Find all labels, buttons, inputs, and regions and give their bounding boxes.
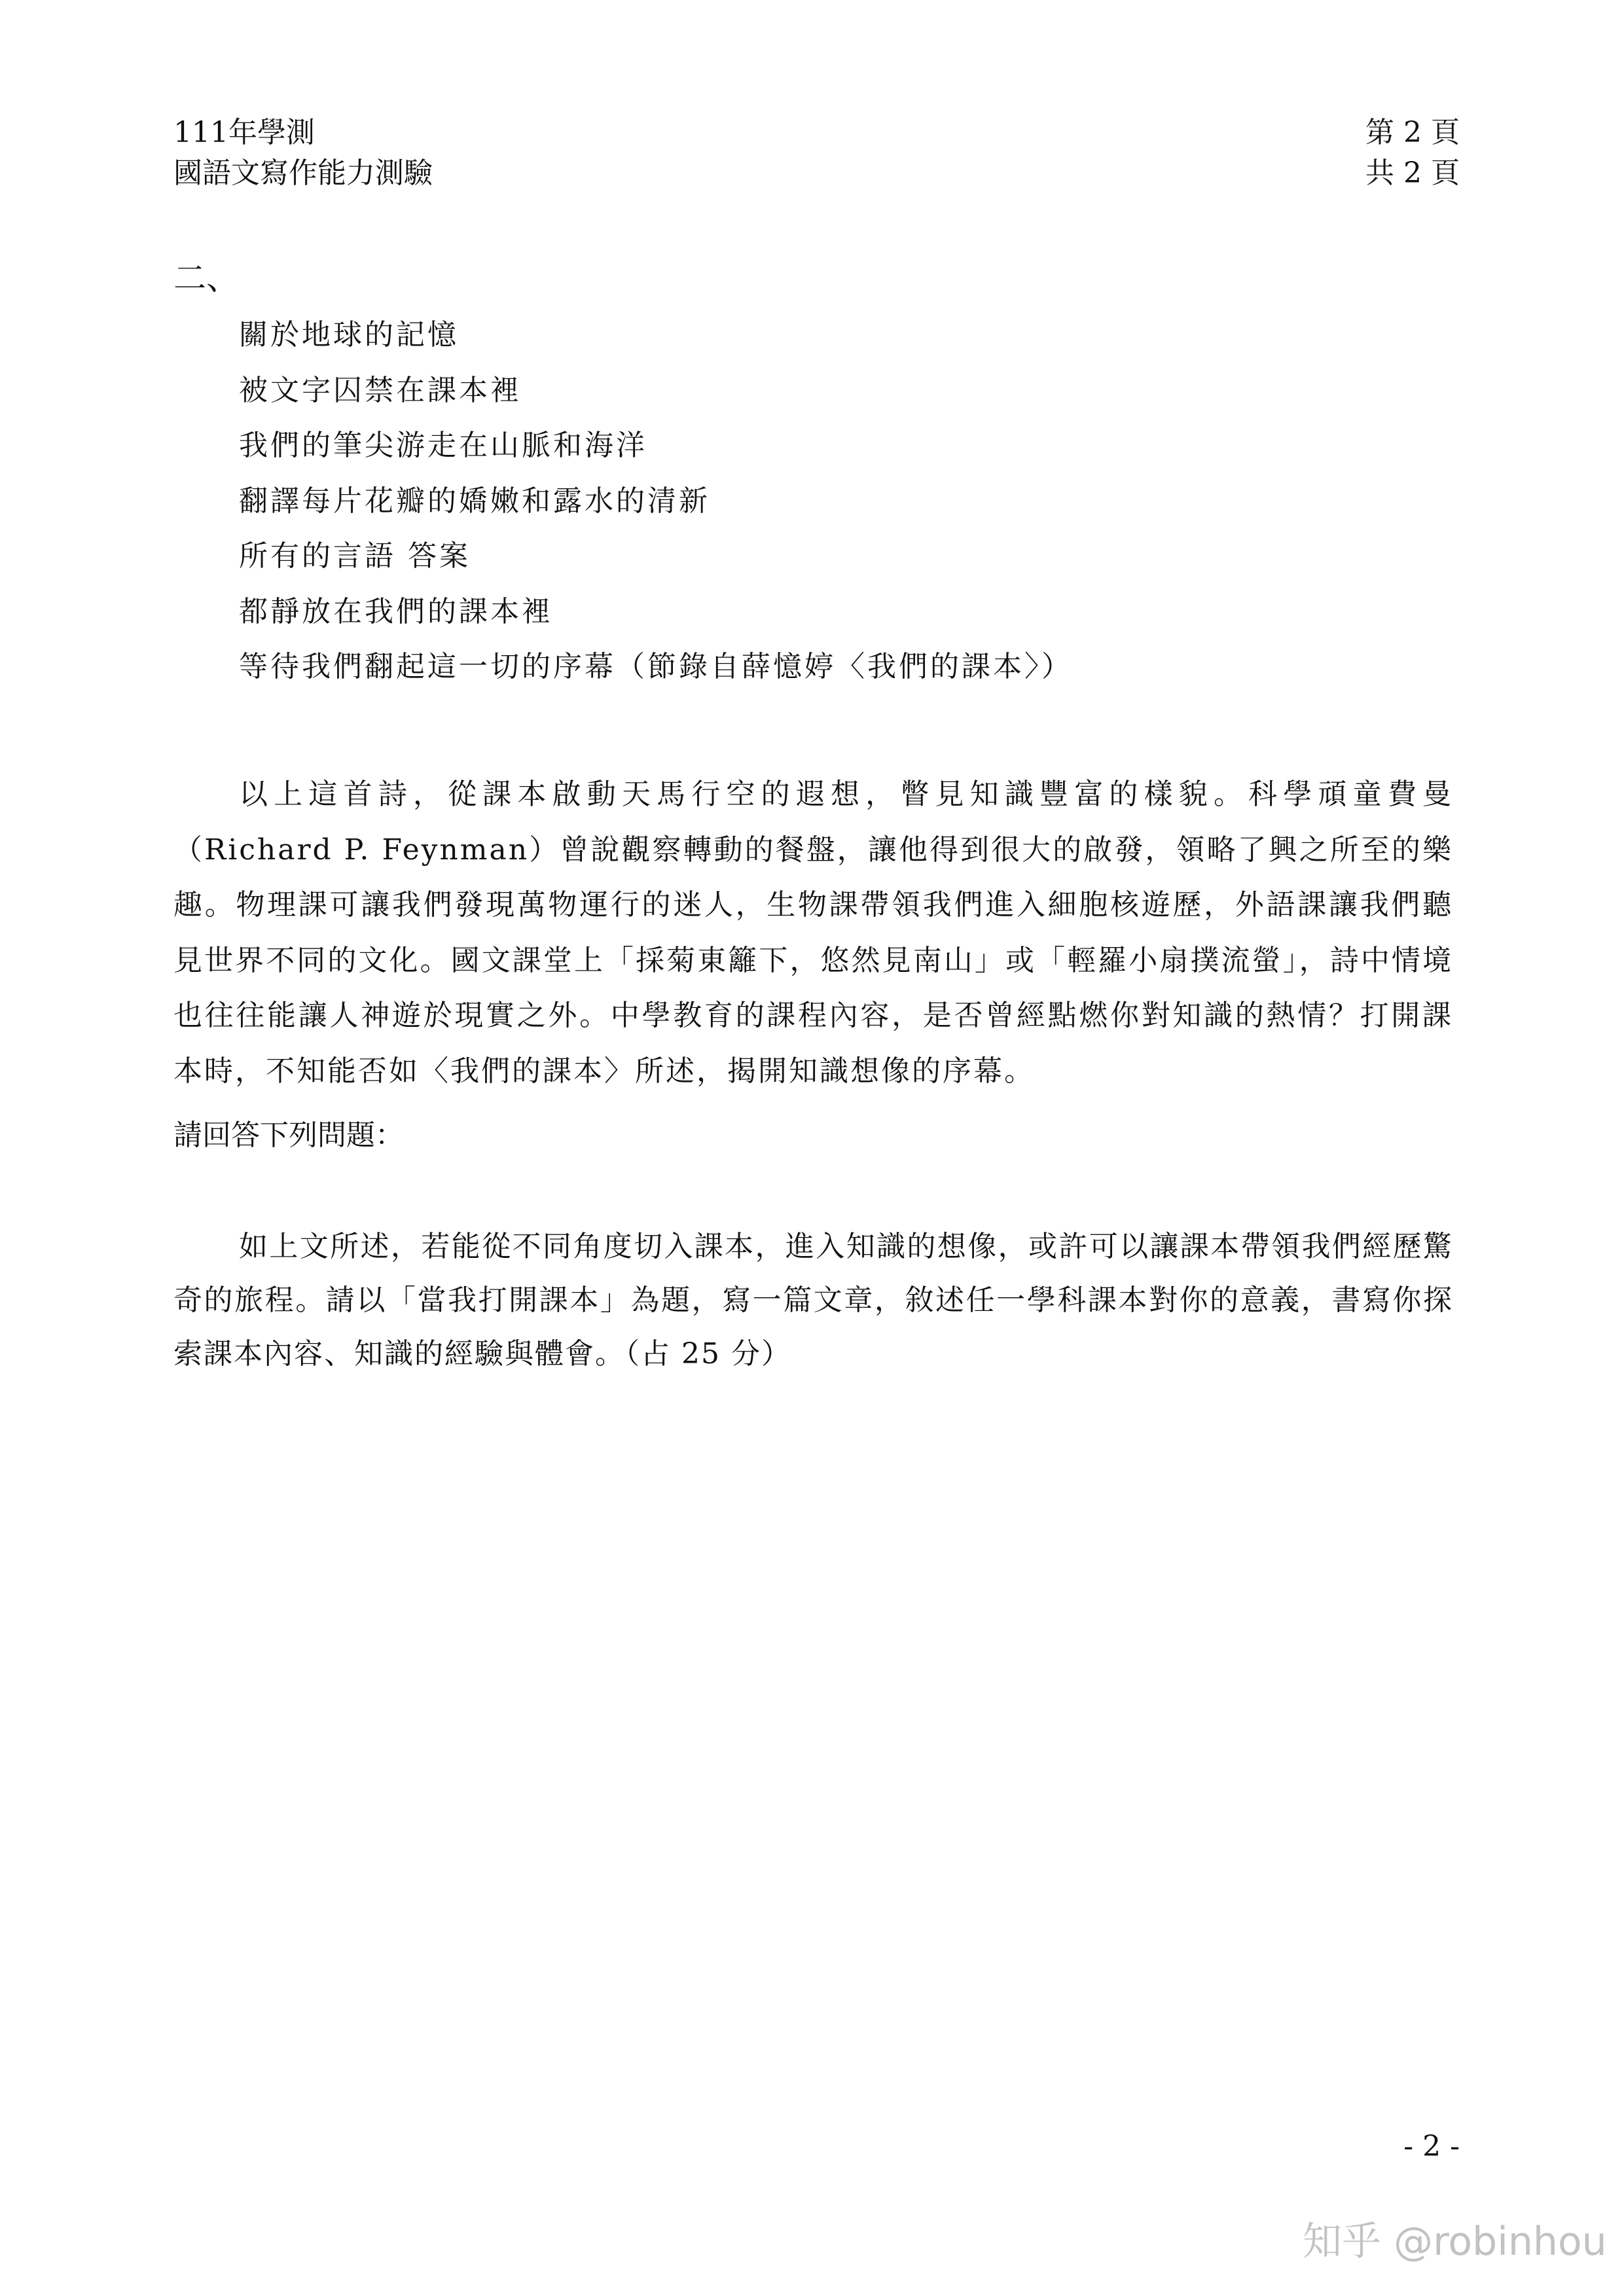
- poem-line: 等待我們翻起這一切的序幕（節錄自薛憶婷〈我們的課本〉）: [239, 650, 1073, 683]
- poem-line: 我們的筆尖游走在山脈和海洋: [239, 429, 647, 462]
- poem-line: 關於地球的記憶: [239, 318, 459, 351]
- exam-year-title: 111年學測: [173, 116, 315, 149]
- total-pages-label: 共 2 頁: [1365, 156, 1460, 190]
- current-page-label: 第 2 頁: [1365, 116, 1460, 149]
- poem-line: 翻譯每片花瓣的嬌嫩和露水的清新: [239, 484, 710, 518]
- exam-header-right: [1342, 113, 1460, 194]
- poem-excerpt: [239, 308, 1483, 695]
- question-prompt: 請回答下列問題：: [173, 1119, 404, 1152]
- intro-paragraph: 以上這首詩，從課本啟動天馬行空的遐想，瞥見知識豐富的樣貌。科學頑童費曼（Richard P. Feynman）曾說觀察轉動的餐盤，讓他得到很大的啟發，領略了興之所至的樂趣。物理課可讓我們發現萬物運行的迷人，生物課帶領我們進入細胞核遊歷，外語課讓我們聽見世界不同的文化。國文課堂上「採菊東籬下，悠然見南山」或「輕羅小扇撲流螢」，詩中情境也往往能讓人神遊於現實之外。中學教育的課程內容，是否曾經點燃你對知識的熱情？打開課本時，不知能否如〈我們的課本〉所述，揭開知識想像的序幕。: [173, 778, 1453, 1088]
- poem-line: 被文字囚禁在課本裡: [239, 373, 522, 407]
- page-number: - 2 -: [1403, 2130, 1460, 2163]
- exam-header-left: [173, 113, 433, 194]
- exam-subject-title: 國語文寫作能力測驗: [173, 156, 433, 190]
- writing-task-paragraph: 如上文所述，若能從不同角度切入課本，進入知識的想像，或許可以讓課本帶領我們經歷驚奇的旅程。請以「當我打開課本」為題，寫一篇文章，敘述任一學科課本對你的意義，書寫你探索課本內容、知識的經驗與體會。（占 25 分）: [173, 1230, 1453, 1371]
- poem-line: 所有的言語 答案: [239, 539, 471, 573]
- section-number: 二、: [173, 259, 239, 297]
- poem-line: 都靜放在我們的課本裡: [239, 594, 553, 628]
- watermark: 知乎 @robinhou: [1303, 2219, 1607, 2265]
